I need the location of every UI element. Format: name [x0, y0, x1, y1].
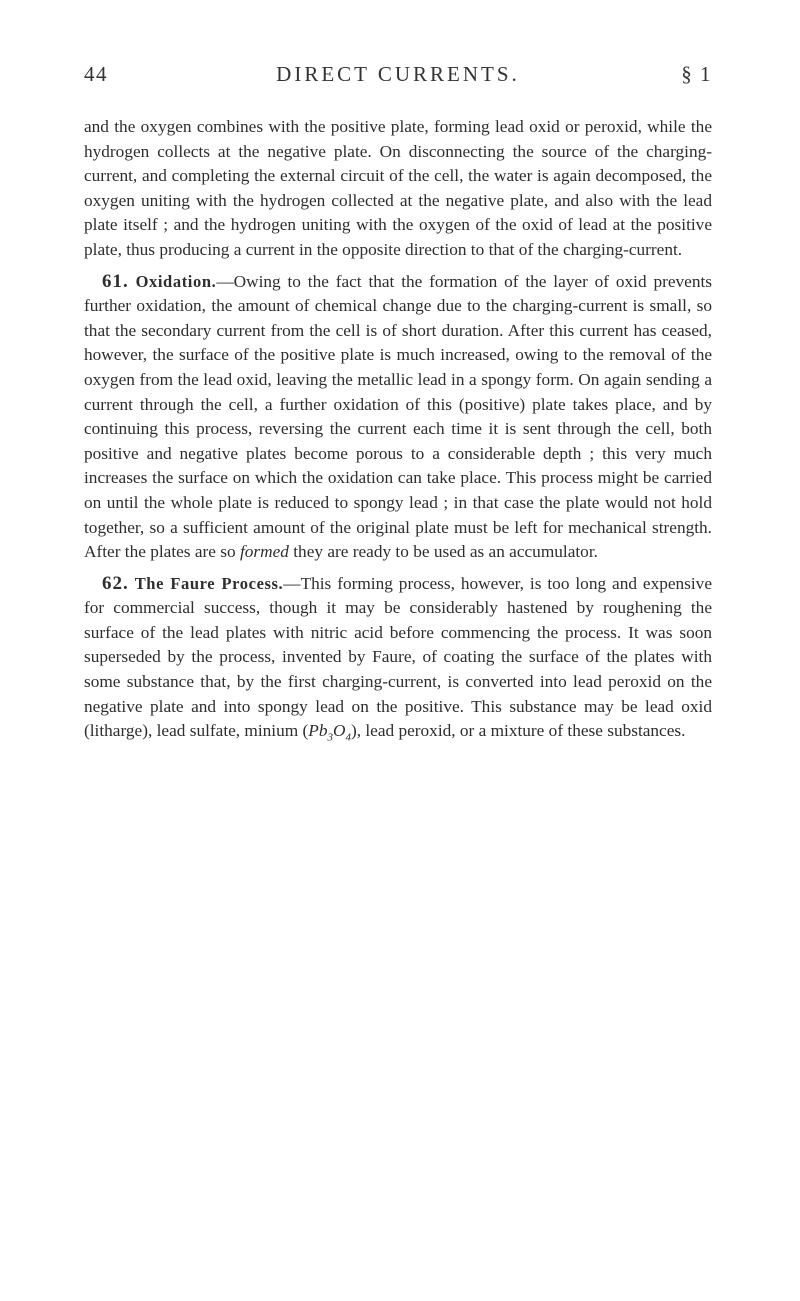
running-title: DIRECT CURRENTS.	[276, 62, 520, 86]
section-62-number: 62.	[102, 572, 129, 594]
section-61-text-b: they are ready to be used as an accumulator.	[293, 542, 598, 562]
minium-formula	[308, 721, 351, 744]
section-marker: § 1	[681, 62, 712, 86]
section-61-emphasis: formed	[239, 542, 289, 562]
running-header	[84, 62, 712, 94]
section-62-text-a: —This forming process, however, is too long and expensive for commercial success, though it may be considerably hastened by roughening the surface of the lead plates with nitric acid before commencing the process. It was soon superseded by the process, invented by Faure, of coating the surface of the plates with some substance that, by the first charging-current, is converted into lead peroxid on the negative plate and into spongy lead on the positive. This substance may be lead oxid (litharge), lead sulfate, minium (	[84, 573, 712, 741]
formula-element-2: O	[332, 721, 346, 741]
section-61-text-a: —Owing to the fact that the formation of the layer of oxid prevents further oxidation, the amount of chemical change due to the charging-current is small, so that the secondary current from the cell is of short duration. After this current has ceased, however, the surface of the positive plate is much increased, owing to the removal of the oxygen from the lead oxid, leaving the metallic lead in a spongy form. On again sending a current through the cell, a further oxidation of this (positive) plate takes place, and by continuing this process, reversing the current each time it is sent through the cell, both positive and negative plates become porous to a considerable depth ; this very much increases the surface on which the oxidation can take place. This process might be carried on until the whole plate is reduced to spongy lead ; in that case the plate would not hold together, so a sufficient amount of the original plate must be left for mechanical strength. After the plates are so	[84, 271, 712, 562]
section-62-text-b: ), lead peroxid, or a mixture of these substances.	[350, 721, 686, 741]
formula-element-1: Pb	[308, 721, 328, 741]
section-61-title: Oxidation.	[135, 271, 217, 291]
formula-subscript-1: 3	[327, 731, 333, 744]
section-62-title: The Faure Process.	[134, 573, 284, 593]
paragraph-continued: and the oxygen combines with the positive plate, forming lead oxid or peroxid, while the hydrogen collects at the negative plate. On disconnecting the source of the charging-current, and completing the external circuit of the cell, the water is again decomposed, the oxygen uniting with the hydrogen collected at the negative plate, and also with the lead plate itself ; and the hydrogen uniting with the oxygen of the oxid of lead at the positive plate, thus producing a current in the opposite direction to that of the charging-current.	[84, 117, 712, 259]
page-number: 44	[84, 62, 108, 86]
section-62-paragraph	[84, 572, 712, 751]
section-61-paragraph	[84, 270, 712, 565]
formula-subscript-2: 4	[345, 731, 351, 744]
section-61-number: 61.	[102, 270, 129, 292]
page-body	[84, 115, 712, 750]
